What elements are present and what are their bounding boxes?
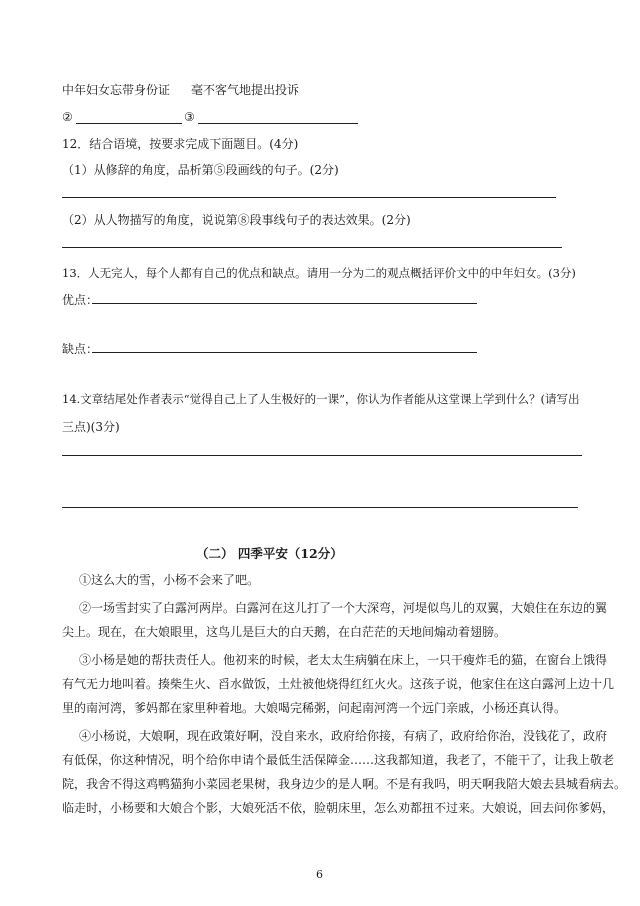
paragraph-4-line: 有低保，你这种情况，明个给你申请个最低生活保障金……这我都知道，我老了，不能干了，让我上敬老	[62, 753, 615, 767]
answer-line	[92, 352, 477, 353]
paragraph-1-line: ①这么大的雪，小杨不会来了吧。	[79, 573, 260, 587]
answer-line	[198, 123, 358, 124]
paragraph-4-line: 临走时，小杨要和大娘合个影，大娘死活不依，脸朝床里，怎么劝都扭不过来。大娘说，回去问你爹妈，	[62, 801, 615, 815]
paragraph-2-line: 尖上。现在，在大娘眼里，这鸟儿是巨大的白天鹅，在白茫茫的天地间煽动着翅膀。	[62, 625, 507, 639]
answer-line	[62, 197, 556, 198]
paragraph-4-line: 院，我舍不得这鸡鸭猫狗小菜园老果树，我身边少的是人啊。不是有我吗，明天啊我陪大娘去县城看病去。	[62, 777, 627, 791]
q14-stem-line2: 三点)(3分)	[62, 420, 120, 434]
q11-blank-label-2: ②	[62, 110, 73, 124]
answer-line	[62, 507, 578, 508]
q13-pro-label: 优点：	[62, 293, 99, 307]
q13-con-label: 缺点：	[62, 342, 99, 356]
answer-line	[76, 123, 182, 124]
q11-item-a: 中年妇女忘带身份证	[62, 83, 171, 97]
q11-blank-label-3: ③	[184, 110, 195, 124]
paragraph-4-line: ④小杨说，大娘啊，现在政策好啊，没自来水，政府给你接，有病了，政府给你治，没钱花了，政府	[79, 729, 608, 743]
answer-line	[62, 455, 582, 456]
section-title: （二） 四季平安（12分）	[196, 546, 343, 561]
page-number: 6	[316, 868, 323, 881]
paragraph-2-line: ②一场雪封实了白露河两岸。白露河在这儿打了一个大深弯，河堤似鸟儿的双翼，大娘住在东边的翼	[79, 601, 608, 615]
answer-line	[62, 247, 562, 248]
q11-item-b: 毫不客气地提出投诉	[191, 83, 300, 97]
paragraph-3-line: 里的南河湾，爹妈都在家里种着地。大娘喝完稀粥，问起南河湾一个远门亲戚，小杨还真认得。	[62, 701, 567, 715]
q14-stem-line1: 14.文章结尾处作者表示“觉得自己上了人生极好的一课”，你认为作者能从这堂课上学到什么？(请写出	[62, 392, 580, 406]
answer-line	[92, 303, 477, 304]
q12-sub2: （2）从人物描写的角度，说说第⑧段事线句子的表达效果。(2分)	[62, 213, 411, 227]
q12-sub1: （1）从修辞的角度，品析第⑤段画线的句子。(2分)	[62, 163, 339, 177]
q13-stem: 13．人无完人，每个人都有自己的优点和缺点。请用一分为二的观点概括评价文中的中年妇女。(3分)	[62, 266, 576, 280]
paragraph-3-line: 有气无力地叫着。揍柴生火、舀水做饭，土灶被他烧得红红火火。这孩子说，他家住在这白露河上边十几	[62, 677, 615, 691]
q12-stem: 12．结合语境，按要求完成下面题目。(4分)	[62, 137, 299, 151]
paragraph-3-line: ③小杨是她的帮扶责任人。他初来的时候，老太太生病躺在床上，一只干瘦炸毛的猫，在窗台上饿得	[79, 653, 608, 667]
